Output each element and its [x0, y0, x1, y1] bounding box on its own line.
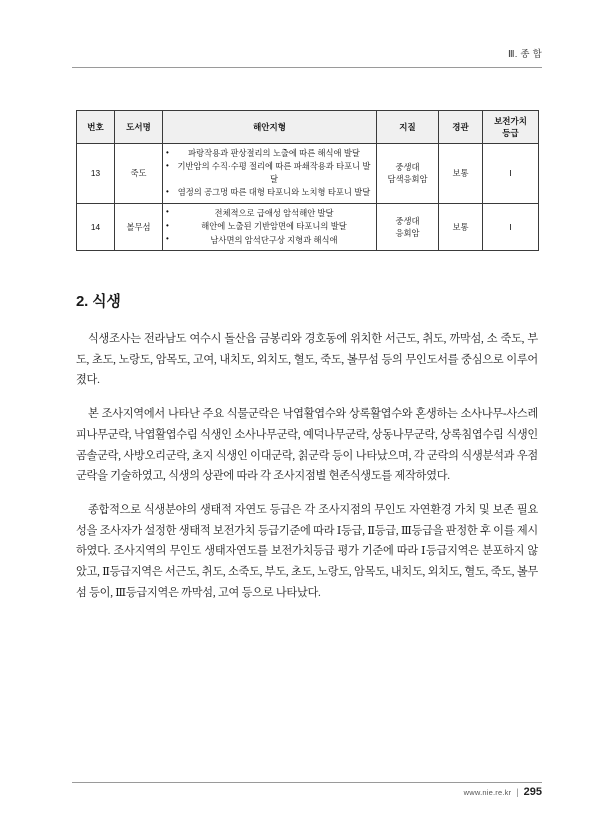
footer-separator: |: [516, 787, 519, 797]
list-item: • 해안에 노출된 기반암면에 타포니의 발달: [166, 220, 373, 232]
list-item: • 파랑작용과 판상절리의 노출에 따른 해식애 발달: [166, 147, 373, 159]
table-row: [77, 144, 539, 204]
cell-geology: [377, 203, 439, 250]
table-header-row: [77, 111, 539, 144]
cell-island: 죽도: [115, 144, 163, 204]
column-header-landscape: 경관: [439, 111, 483, 144]
coastal-landform-table: [76, 110, 539, 251]
cell-geology: [377, 144, 439, 204]
paragraph: 식생조사는 전라남도 여수시 돌산읍 금봉리와 경호동에 위치한 서근도, 취도, 까막섬, 소 죽도, 부도, 초도, 노랑도, 암목도, 고여, 내치도, 외치도, 혈도, 죽도, 볼무섬 등의 무인도서를 중심으로 이루어졌다.: [76, 333, 538, 387]
geology-line1: 중생대: [395, 162, 420, 173]
geology-line2: 응회암: [395, 227, 420, 238]
header-divider: [72, 67, 542, 68]
section-vegetation: [76, 290, 538, 617]
footer-content: [464, 786, 542, 798]
list-item: • 기반암의 수직·수평 절리에 따른 파쇄작용과 타포니 발달: [166, 160, 373, 185]
cell-coastal-landform: [163, 203, 377, 250]
page-number: 295: [523, 786, 542, 798]
cell-landscape: 보통: [439, 144, 483, 204]
cell-no: 13: [77, 144, 115, 204]
cell-no: 14: [77, 203, 115, 250]
cell-conservation-grade: Ⅰ: [483, 203, 539, 250]
conservation-grade-line1: 보전가치: [494, 115, 527, 126]
list-item: • 남사면의 암석단구상 지형과 해식애: [166, 234, 373, 246]
cell-island: 볼무섬: [115, 203, 163, 250]
paragraph: 종합적으로 식생분야의 생태적 자연도 등급은 각 조사지점의 무인도 자연환경 가치 및 보존 필요성을 조사자가 설정한 생태적 보전가치 등급기준에 따라 Ⅰ등급, Ⅱ등급, Ⅲ등급을 판정한 후 이를 제시하였다. 조사지역의 무인도 생태자연도를 보전가치등급 평가 기준에 따라 Ⅰ등급지역은 분포하지 않았고, Ⅱ등급지역은 서근도, 취도, 소죽도, 부도, 초도, 노랑도, 암목도, 내치도, 외치도, 혈도, 죽도, 볼무섬 등이, Ⅲ등급지역은 까막섬, 고여 등으로 나타났다.: [76, 504, 538, 599]
geology-line1: 중생대: [395, 215, 420, 226]
paragraph: 본 조사지역에서 나타난 주요 식물군락은 낙엽활엽수와 상록활엽수와 혼생하는 소사나무-사스레피나무군락, 낙엽활엽수림 식생인 소사나무군락, 예덕나무군락, 상동나무군락, 상록침엽수림 식생인 곰솔군락, 사방오리군락, 초지 식생인 이대군락, 칡군락 등이 나타났으며, 각 군락의 식생분석과 우점군락을 기술하였고, 식생의 상관에 따라 각 조사지점별 현존식생도를 제작하였다.: [76, 408, 538, 483]
page-footer: [72, 782, 542, 804]
page-header: [72, 46, 542, 72]
list-item: • 전체적으로 급애성 암석해안 발달: [166, 207, 373, 219]
column-header-coastal-landform: 해안지형: [163, 111, 377, 144]
column-header-conservation-grade: [483, 111, 539, 144]
column-header-geology: 지질: [377, 111, 439, 144]
cell-landscape: 보통: [439, 203, 483, 250]
header-chapter-label: Ⅲ. 종 합: [507, 49, 542, 60]
column-header-island: 도서명: [115, 111, 163, 144]
conservation-grade-line2: 등급: [502, 128, 519, 138]
column-header-no: 번호: [77, 111, 115, 144]
page-title: 2. 식생: [76, 293, 121, 310]
cell-conservation-grade: Ⅰ: [483, 144, 539, 204]
footer-divider: [72, 782, 542, 783]
coastal-landform-table-wrapper: [76, 110, 538, 251]
cell-coastal-landform: [163, 144, 377, 204]
table-row: [77, 203, 539, 250]
list-item: • 염정의 공그멍 따른 대형 타포니와 노치형 타포니 발달: [166, 186, 373, 198]
geology-line2: 담색응회암: [387, 174, 428, 185]
footer-url[interactable]: www.nie.re.kr: [463, 788, 512, 797]
